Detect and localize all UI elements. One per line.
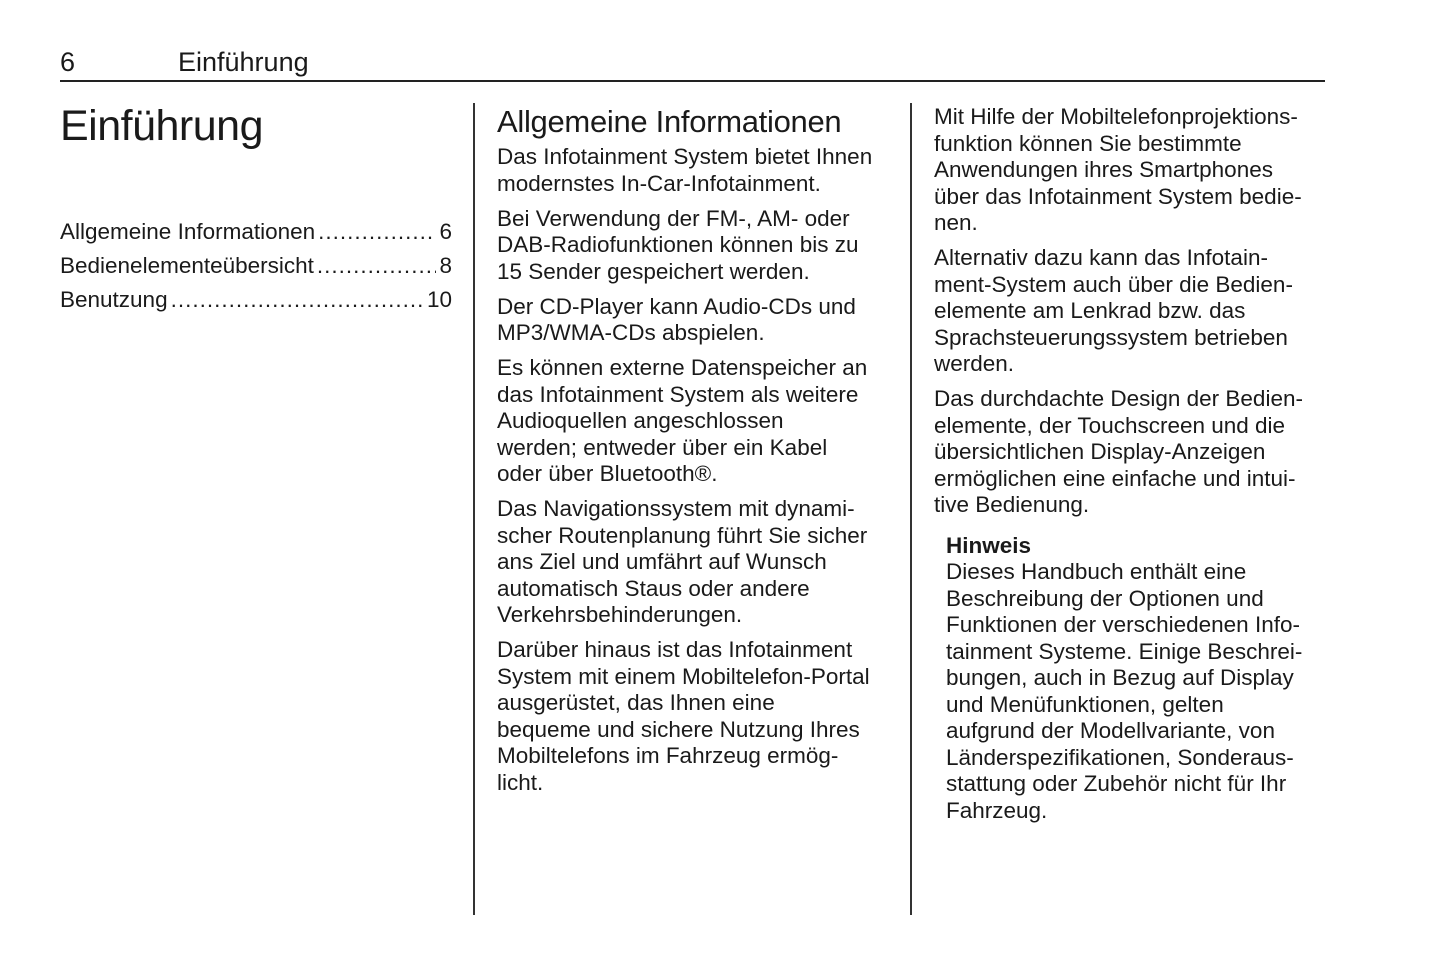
toc-label: Allgemeine Informationen (60, 219, 316, 244)
toc-label: Benutzung (60, 287, 168, 312)
column-middle (497, 104, 897, 805)
toc-entry[interactable] (60, 252, 452, 286)
toc-page: 8 (439, 253, 452, 278)
column-divider (473, 103, 475, 915)
chapter-title: Einführung (60, 102, 263, 150)
paragraph: Das Infotainment System bietet Ihnen modernstes In-Car-Infotainment. (497, 144, 873, 196)
paragraph: Bei Verwendung der FM-, AM- oder DAB-Radiofunktionen können bis zu 15 Sender gespeichert werden. (497, 205, 859, 284)
toc-page: 6 (439, 219, 452, 244)
column-right (934, 104, 1334, 833)
column-divider (910, 103, 912, 915)
toc-leader (318, 218, 436, 252)
note-title: Hinweis (946, 532, 1032, 558)
paragraph: Alternativ dazu kann das Infotain- ment-System auch über die Bedien- elemente am Lenkrad bzw. das Sprachsteuerungssystem betrieben werden. (934, 245, 1293, 376)
header-rule (60, 80, 1325, 82)
note-text: Dieses Handbuch enthält eine Beschreibung der Optionen und Funktionen der verschiedenen Info- tainment Systeme. Einige Beschrei- bungen, auch in Bezug auf Display und Menüfunktionen, gelten aufgrund der Modellvariante, von Länderspezifikationen, Sonderaus- stattung oder Zubehör nicht für Ihr Fahrzeug. (946, 559, 1303, 823)
note-box (946, 533, 1334, 825)
section-heading: Allgemeine Informationen (497, 104, 842, 139)
table-of-contents (60, 218, 452, 320)
toc-label: Bedienelementeübersicht (60, 253, 314, 278)
paragraph: Es können externe Datenspeicher an das Infotainment System als weitere Audioquellen angeschlossen werden; entweder über ein Kabel oder über Bluetooth®. (497, 355, 868, 486)
toc-entry[interactable] (60, 218, 452, 252)
page-number: 6 (60, 47, 76, 77)
toc-leader (317, 252, 437, 286)
toc-leader (171, 286, 424, 320)
paragraph: Der CD-Player kann Audio-CDs und MP3/WMA-CDs abspielen. (497, 293, 856, 345)
paragraph: Das Navigationssystem mit dynami- scher Routenplanung führt Sie sicher ans Ziel und umfährt auf Wunsch automatisch Staus oder andere Verkehrsbehinderungen. (497, 496, 868, 627)
toc-page: 10 (426, 287, 452, 312)
paragraph: Darüber hinaus ist das Infotainment System mit einem Mobiltelefon-Portal ausgerüstet, das Ihnen eine bequeme und sichere Nutzung Ihres Mobiltelefons im Fahrzeug ermög- licht. (497, 637, 870, 795)
toc-entry[interactable] (60, 286, 452, 320)
running-header: Einführung (178, 47, 309, 77)
paragraph: Mit Hilfe der Mobiltelefonprojektions- funktion können Sie bestimmte Anwendungen ihres Smartphones über das Infotainment System bedie- nen. (934, 104, 1302, 235)
paragraph: Das durchdachte Design der Bedien- elemente, der Touchscreen und die übersichtlichen Display-Anzeigen ermöglichen eine einfache und intui- tive Bedienung. (934, 386, 1303, 517)
